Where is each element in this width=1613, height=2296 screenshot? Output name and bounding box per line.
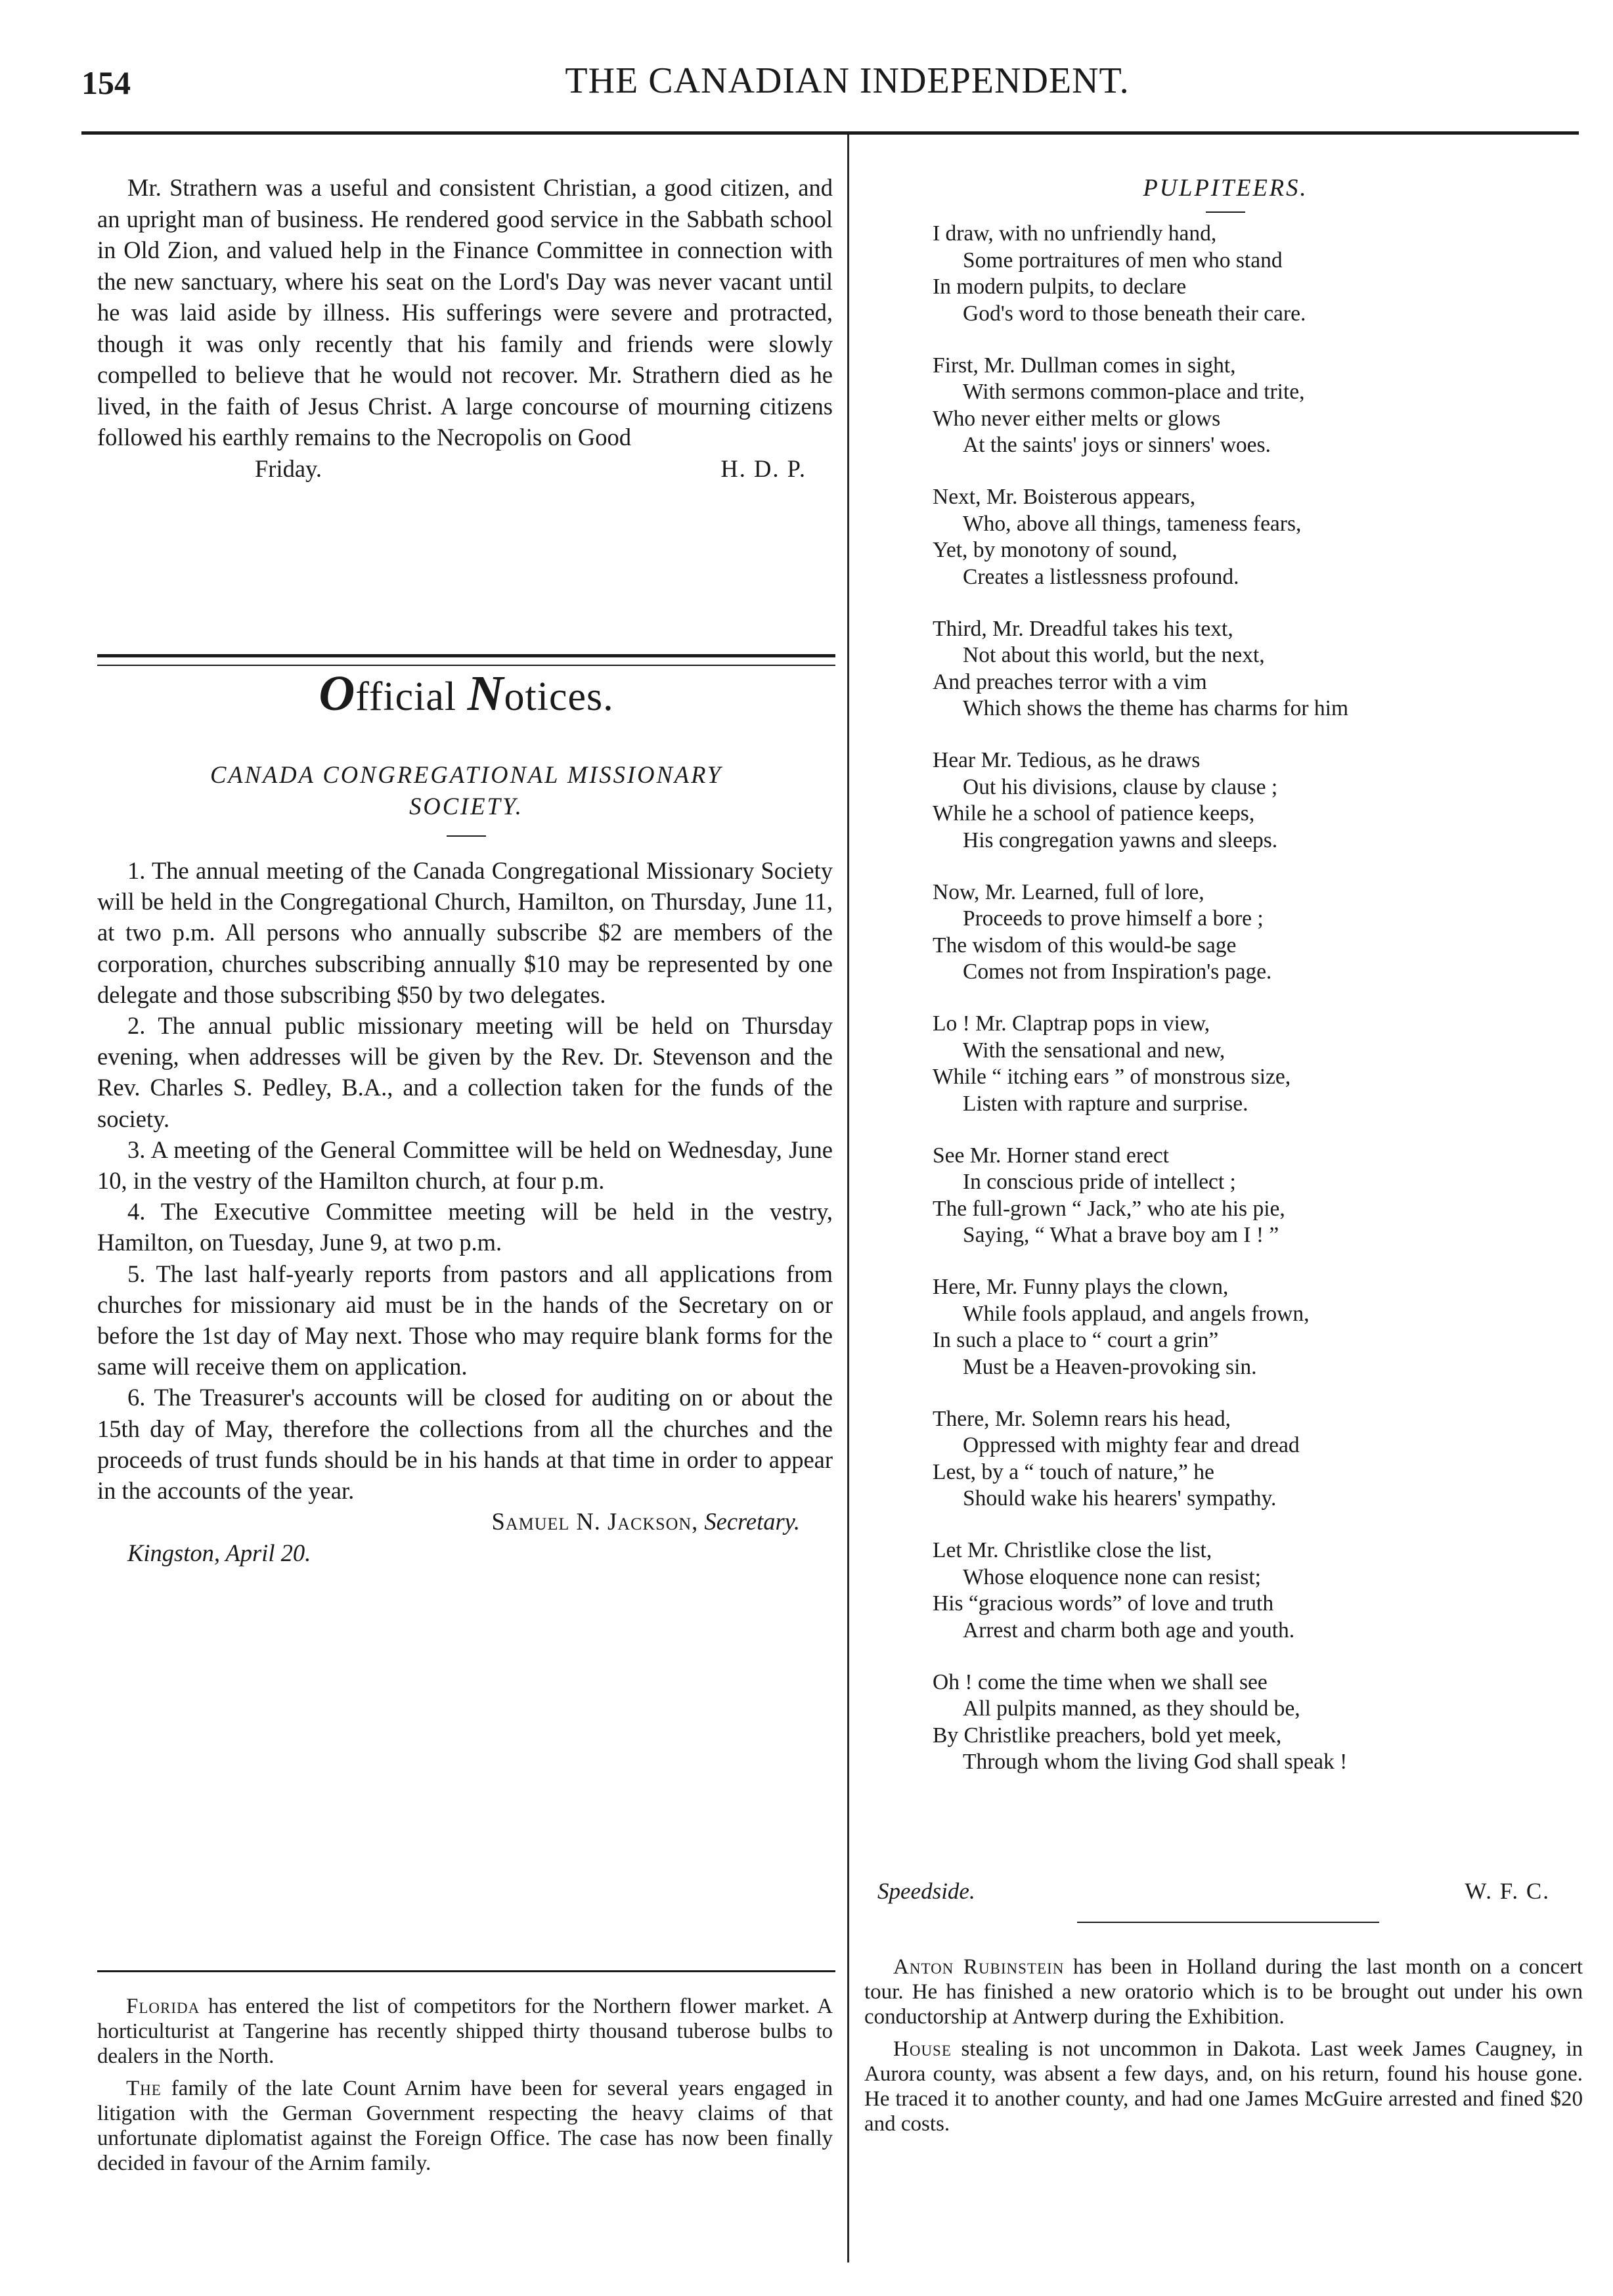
secretary-role: Secretary. (704, 1508, 800, 1535)
notice-items (97, 855, 833, 1569)
news-left (97, 1994, 833, 2176)
stanza-11: Let Mr. Christlike close the list, Whose eloquence none can resist; His “gracious words” of love and truth Arrest and charm both age and youth. (933, 1538, 1295, 1643)
stanza-5: Hear Mr. Tedious, as he draws Out his divisions, clause by clause ; While he a school of patience keeps, His congregation yawns and sleeps. (933, 748, 1278, 852)
poem (933, 221, 1576, 1776)
news-item-arnim: The family of the late Count Arnim have been for several years engaged in litigation with the German Government respecting the heavy claims of that unfortunate diplomatist against the Foreign Office. The case has now been finally decided in favour of the Arnim family. (97, 2076, 833, 2176)
notice-item-4: 4. The Executive Committee meeting will be held in the vestry, Hamilton, on Tuesday, June 9, at two p.m. (97, 1198, 833, 1256)
secretary-signature (97, 1506, 833, 1537)
header-rule (81, 131, 1579, 135)
section-double-rule (97, 654, 835, 666)
poem-signature (877, 1877, 1574, 1906)
notice-item-1: 1. The annual meeting of the Canada Congregational Missionary Society will be held in the Congregational Church, Hamilton, on Thursday, June 11, at two p.m. All persons who annually subscribe $2 are members of the corporation, churches subscribing annually $10 may be represented by one delegate and those subscribing $50 by two delegates. (97, 857, 833, 1008)
heading-rest-2: otices. (504, 674, 614, 719)
poem-initials: W. F. C. (1465, 1878, 1550, 1904)
heading-initial-o: O (319, 666, 356, 721)
notice-item-2: 2. The annual public missionary meeting will be held on Thursday evening, when addresses will be given by the Rev. Dr. Stevenson and the Rev. Charles S. Pedley, B.A., and a collection taken for the funds of the society. (97, 1012, 833, 1132)
news-right (864, 1954, 1583, 2136)
news-item-rubinstein: Anton Rubinstein has been in Holland during the last month on a concert tour. He has finished a new oratorio which is to be brought out under his own conductorship at Antwerp during the Exhibition. (864, 1955, 1583, 2029)
obituary-signature-line (97, 453, 833, 485)
poem-title-rule (1206, 211, 1245, 213)
obituary-text: Mr. Strathern was a useful and consistent Christian, a good citizen, and an upright man of business. He rendered good service in the Sabbath school in Old Zion, and valued help in the Finance Committee in connection with the new sanctuary, where his seat on the Lord's Day was never vacant until he was laid aside by illness. His sufferings were severe and protracted, though it was only recently that his family and friends were slowly compelled to believe that he would not recover. Mr. Strathern died as he lived, in the faith of Jesus Christ. A large concourse of mourning citizens followed his earthly remains to the Necropolis on Good (97, 174, 833, 451)
stanza-8: See Mr. Horner stand erect In conscious pride of intellect ; The full-grown “ Jack,” who ate his pie, Saying, “ What a brave boy am I ! ” (933, 1143, 1285, 1247)
obituary-initials: H. D. P. (720, 454, 806, 482)
stanza-12: Oh ! come the time when we shall see All pulpits manned, as they should be, By Christlike preachers, bold yet meek, Through whom the living God shall speak ! (933, 1669, 1348, 1774)
notice-item-3: 3. A meeting of the General Committee will be held on Wednesday, June 10, in the vestry of the Hamilton church, at four p.m. (97, 1136, 833, 1195)
poem-title: PULPITEERS. (1143, 174, 1308, 201)
notice-item-5: 5. The last half-yearly reports from pastors and all applications from churches for missionary aid must be in the hands of the Secretary on or before the 1st day of May next. Those who may require blank forms for the same will receive them on application. (97, 1260, 833, 1380)
obituary (97, 172, 833, 484)
stanza-9: Here, Mr. Funny plays the clown, While fools applaud, and angels frown, In such a place to “ court a grin” Must be a Heaven-provoking sin. (933, 1275, 1310, 1379)
news-item-florida: Florida has entered the list of competitors for the Northern flower market. A horticulturist at Tangerine has recently shipped thirty thousand tuberose bulbs to dealers in the North. (97, 1995, 833, 2069)
society-heading (97, 759, 835, 822)
poem-place: Speedside. (877, 1878, 975, 1904)
stanza-1: I draw, with no unfriendly hand, Some portraitures of men who stand In modern pulpits, to declare God's word to those beneath their care. (933, 221, 1306, 326)
society-heading-line-2: SOCIETY. (409, 793, 523, 820)
news-item-dakota: House stealing is not uncommon in Dakota. Last week James Caugney, in Aurora county, was absent a few days, and, on his return, found his house gone. He traced it to another county, and had one James McGuire arrested and fined $20 and costs. (864, 2037, 1583, 2136)
stanza-2: First, Mr. Dullman comes in sight, With sermons common-place and trite, Who never either melts or glows At the saints' joys or sinners' woes. (933, 353, 1305, 457)
heading-initial-n: N (467, 666, 504, 721)
stanza-10: There, Mr. Solemn rears his head, Oppressed with mighty fear and dread Lest, by a “ touch of nature,” he Should wake his hearers' sympathy. (933, 1406, 1300, 1511)
page-number: 154 (81, 64, 131, 101)
notice-dateline: Kingston, April 20. (127, 1539, 311, 1567)
stanza-7: Lo ! Mr. Claptrap pops in view, With the sensational and new, While “ itching ears ” of monstrous size, Listen with rapture and surprise. (933, 1011, 1291, 1116)
official-notices-heading (97, 666, 835, 722)
stanza-3: Next, Mr. Boisterous appears, Who, above all things, tameness fears, Yet, by monotony of sound, Creates a listlessness profound. (933, 485, 1302, 589)
stanza-4: Third, Mr. Dreadful takes his text, Not about this world, but the next, And preaches terror with a vim Which shows the theme has charms for him (933, 616, 1349, 720)
secretary-name: Samuel N. Jackson, (491, 1508, 699, 1535)
notice-item-6: 6. The Treasurer's accounts will be closed for auditing on or about the 15th day of May, therefore the collections from all the churches and the proceeds of trust funds should be in his hands at that time in order to appear in the accounts of the year. (97, 1384, 833, 1505)
column-divider (847, 135, 849, 2263)
society-heading-line-1: CANADA CONGREGATIONAL MISSIONARY (210, 761, 723, 788)
stanza-6: Now, Mr. Learned, full of lore, Proceeds to prove himself a bore ; The wisdom of this would-be sage Comes not from Inspiration's page. (933, 879, 1272, 984)
news-rule-right (1077, 1922, 1379, 1923)
obituary-last-words: Friday. (255, 454, 322, 482)
running-head: THE CANADIAN INDEPENDENT. (565, 60, 1130, 101)
society-short-rule (447, 835, 486, 837)
heading-rest-1: fficial (355, 674, 468, 719)
news-rule-left (97, 1970, 835, 1972)
